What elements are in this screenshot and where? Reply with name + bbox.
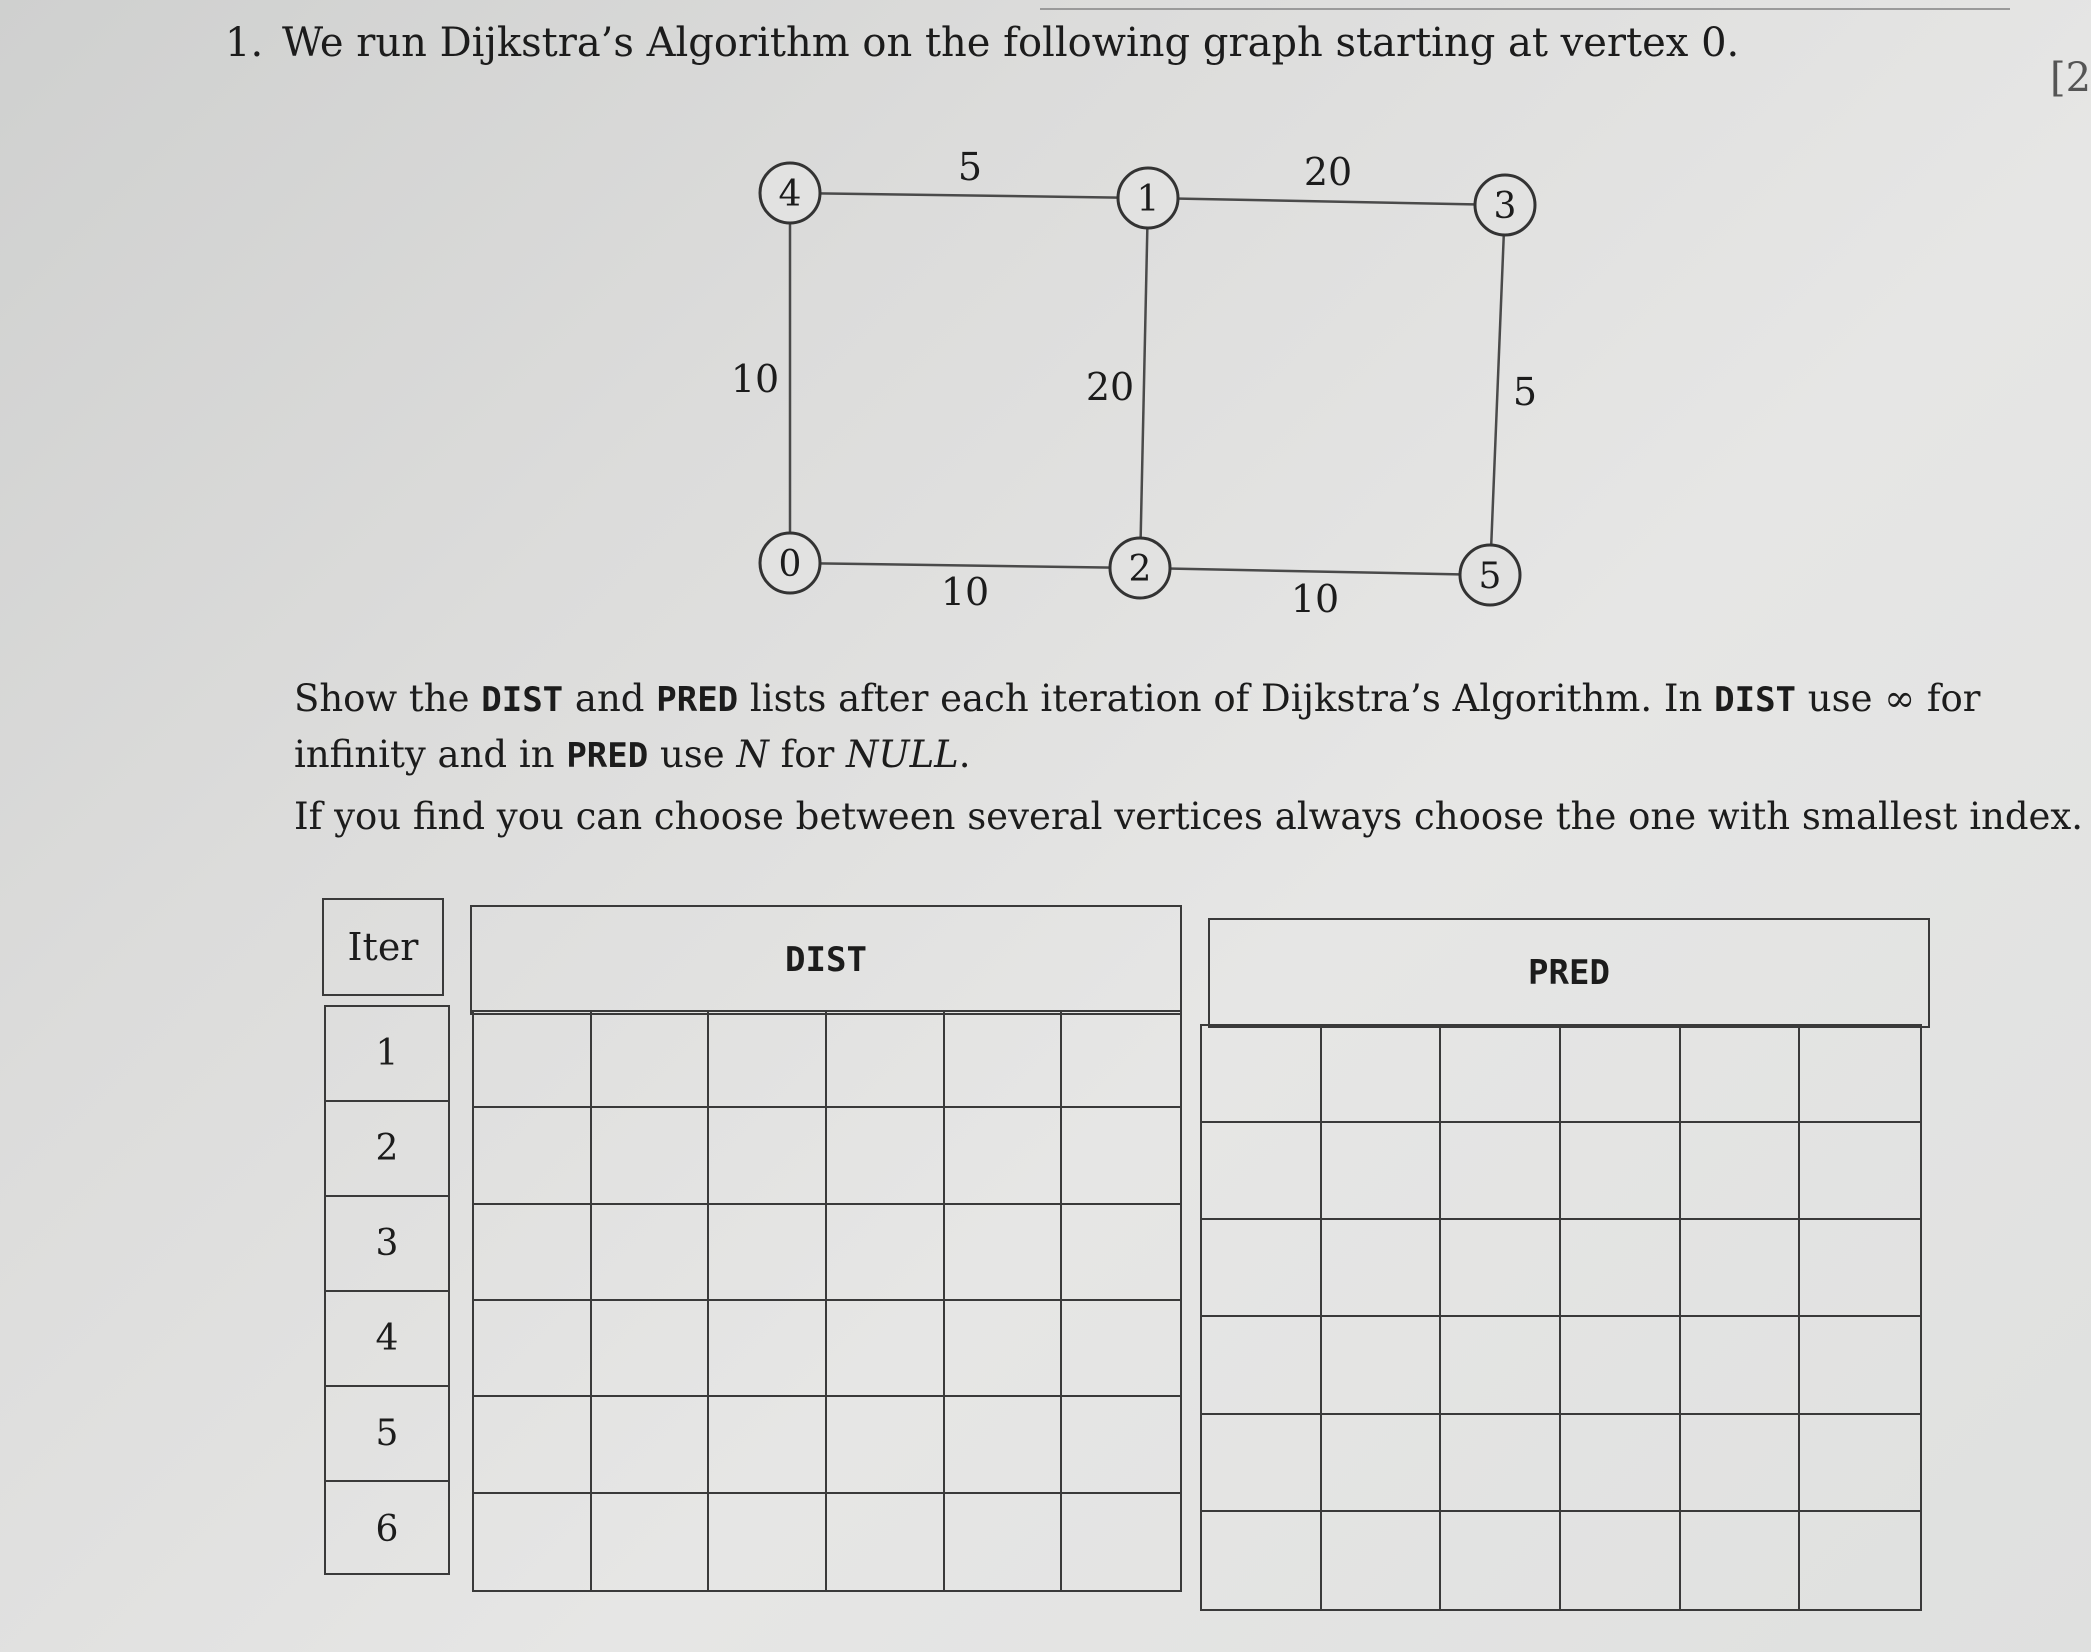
pred-cell[interactable] bbox=[1202, 1317, 1322, 1414]
dist-cell[interactable] bbox=[592, 1205, 710, 1301]
pred-cell[interactable] bbox=[1441, 1512, 1561, 1609]
pred-cell[interactable] bbox=[1202, 1220, 1322, 1317]
iter-header: Iter bbox=[322, 898, 444, 996]
pred-cell[interactable] bbox=[1800, 1415, 1920, 1512]
dist-cell[interactable] bbox=[945, 1012, 1063, 1108]
pred-cell[interactable] bbox=[1322, 1317, 1442, 1414]
instruction-line-3: If you find you can choose between several vertices always choose the one with smallest index. bbox=[294, 795, 2084, 838]
pred-cell[interactable] bbox=[1561, 1317, 1681, 1414]
pred-cell[interactable] bbox=[1441, 1317, 1561, 1414]
dist-cell[interactable] bbox=[592, 1108, 710, 1204]
pred-cell[interactable] bbox=[1322, 1220, 1442, 1317]
pred-cell[interactable] bbox=[1322, 1123, 1442, 1220]
pred-cell[interactable] bbox=[1800, 1026, 1920, 1123]
edge-1-3 bbox=[1148, 198, 1505, 205]
dist-cell[interactable] bbox=[592, 1301, 710, 1397]
dist-cell[interactable] bbox=[709, 1012, 827, 1108]
pred-cell[interactable] bbox=[1202, 1415, 1322, 1512]
edge-3-5 bbox=[1490, 205, 1505, 575]
pred-cell[interactable] bbox=[1441, 1220, 1561, 1317]
dist-cell[interactable] bbox=[945, 1397, 1063, 1493]
iter-cell: 2 bbox=[326, 1102, 448, 1197]
pred-cell[interactable] bbox=[1202, 1512, 1322, 1609]
pred-cell[interactable] bbox=[1561, 1026, 1681, 1123]
question-number: 1. bbox=[225, 20, 264, 66]
pred-cell[interactable] bbox=[1322, 1512, 1442, 1609]
pred-grid bbox=[1200, 1024, 1922, 1611]
pred-cell[interactable] bbox=[1681, 1317, 1801, 1414]
question-text: We run Dijkstra’s Algorithm on the following graph starting at vertex 0. bbox=[282, 20, 1740, 66]
dist-cell[interactable] bbox=[945, 1108, 1063, 1204]
dist-cell[interactable] bbox=[474, 1012, 592, 1108]
iter-column bbox=[324, 1005, 450, 1575]
dist-cell[interactable] bbox=[592, 1397, 710, 1493]
edge-2-5 bbox=[1140, 568, 1490, 575]
pred-cell[interactable] bbox=[1681, 1512, 1801, 1609]
dist-cell[interactable] bbox=[592, 1494, 710, 1590]
pred-cell[interactable] bbox=[1322, 1026, 1442, 1123]
edge-4-1 bbox=[790, 193, 1148, 198]
pred-cell[interactable] bbox=[1441, 1026, 1561, 1123]
node-2-label: 2 bbox=[1128, 549, 1152, 590]
weight-4-1: 5 bbox=[957, 145, 983, 189]
dist-cell[interactable] bbox=[709, 1494, 827, 1590]
iter-cell: 6 bbox=[375, 1509, 399, 1550]
pred-cell[interactable] bbox=[1681, 1415, 1801, 1512]
dist-cell[interactable] bbox=[827, 1494, 945, 1590]
pred-cell[interactable] bbox=[1441, 1123, 1561, 1220]
weight-3-5: 5 bbox=[1512, 370, 1538, 414]
node-0-label: 0 bbox=[778, 544, 802, 585]
pred-cell[interactable] bbox=[1681, 1026, 1801, 1123]
dist-cell[interactable] bbox=[827, 1108, 945, 1204]
dist-cell[interactable] bbox=[1062, 1108, 1180, 1204]
dist-cell[interactable] bbox=[1062, 1397, 1180, 1493]
pred-cell[interactable] bbox=[1800, 1123, 1920, 1220]
pred-cell[interactable] bbox=[1681, 1123, 1801, 1220]
node-5-label: 5 bbox=[1478, 556, 1502, 597]
pred-cell[interactable] bbox=[1800, 1512, 1920, 1609]
dist-cell[interactable] bbox=[827, 1205, 945, 1301]
iter-cell: 4 bbox=[326, 1292, 448, 1387]
dist-cell[interactable] bbox=[709, 1397, 827, 1493]
dist-cell[interactable] bbox=[474, 1397, 592, 1493]
pred-cell[interactable] bbox=[1322, 1415, 1442, 1512]
dist-cell[interactable] bbox=[474, 1494, 592, 1590]
dist-cell[interactable] bbox=[827, 1397, 945, 1493]
instruction-line-2: infinity and in PRED use N for NULL. bbox=[294, 733, 971, 776]
pred-cell[interactable] bbox=[1561, 1415, 1681, 1512]
pred-cell[interactable] bbox=[1800, 1317, 1920, 1414]
weight-2-5: 10 bbox=[1290, 577, 1340, 621]
dist-cell[interactable] bbox=[709, 1108, 827, 1204]
dist-cell[interactable] bbox=[945, 1301, 1063, 1397]
edge-0-2 bbox=[790, 563, 1140, 568]
dist-cell[interactable] bbox=[592, 1012, 710, 1108]
dist-cell[interactable] bbox=[945, 1205, 1063, 1301]
pred-cell[interactable] bbox=[1561, 1512, 1681, 1609]
pred-cell[interactable] bbox=[1441, 1415, 1561, 1512]
weight-0-2: 10 bbox=[940, 570, 990, 614]
dist-cell[interactable] bbox=[827, 1301, 945, 1397]
iter-cell: 3 bbox=[326, 1197, 448, 1292]
pred-cell[interactable] bbox=[1202, 1123, 1322, 1220]
dist-cell[interactable] bbox=[1062, 1494, 1180, 1590]
pred-cell[interactable] bbox=[1561, 1220, 1681, 1317]
node-3-label: 3 bbox=[1493, 186, 1517, 227]
dist-cell[interactable] bbox=[1062, 1301, 1180, 1397]
dist-cell[interactable] bbox=[1062, 1205, 1180, 1301]
instruction-line-1: Show the DIST and PRED lists after each iteration of Dijkstra’s Algorithm. In DIST use ∞ for bbox=[294, 677, 1981, 720]
dist-cell[interactable] bbox=[945, 1494, 1063, 1590]
pred-cell[interactable] bbox=[1561, 1123, 1681, 1220]
dist-header: DIST bbox=[470, 905, 1182, 1015]
dist-grid bbox=[472, 1010, 1182, 1592]
dist-cell[interactable] bbox=[474, 1108, 592, 1204]
dist-cell[interactable] bbox=[474, 1301, 592, 1397]
node-4-label: 4 bbox=[778, 174, 802, 215]
dist-cell[interactable] bbox=[709, 1301, 827, 1397]
weight-4-0: 10 bbox=[730, 357, 780, 401]
pred-cell[interactable] bbox=[1800, 1220, 1920, 1317]
dist-cell[interactable] bbox=[1062, 1012, 1180, 1108]
edge-1-2 bbox=[1140, 198, 1148, 568]
iter-cell: 1 bbox=[326, 1007, 448, 1102]
dist-cell[interactable] bbox=[709, 1205, 827, 1301]
weight-1-2: 20 bbox=[1085, 365, 1135, 409]
dist-cell[interactable] bbox=[474, 1205, 592, 1301]
pred-cell[interactable] bbox=[1202, 1026, 1322, 1123]
weight-1-3: 20 bbox=[1303, 150, 1353, 194]
points-fragment: [2 bbox=[2050, 55, 2091, 101]
node-1-label: 1 bbox=[1136, 179, 1160, 220]
pred-header: PRED bbox=[1208, 918, 1930, 1028]
dist-cell[interactable] bbox=[827, 1012, 945, 1108]
iter-cell: 5 bbox=[326, 1387, 448, 1482]
pred-cell[interactable] bbox=[1681, 1220, 1801, 1317]
